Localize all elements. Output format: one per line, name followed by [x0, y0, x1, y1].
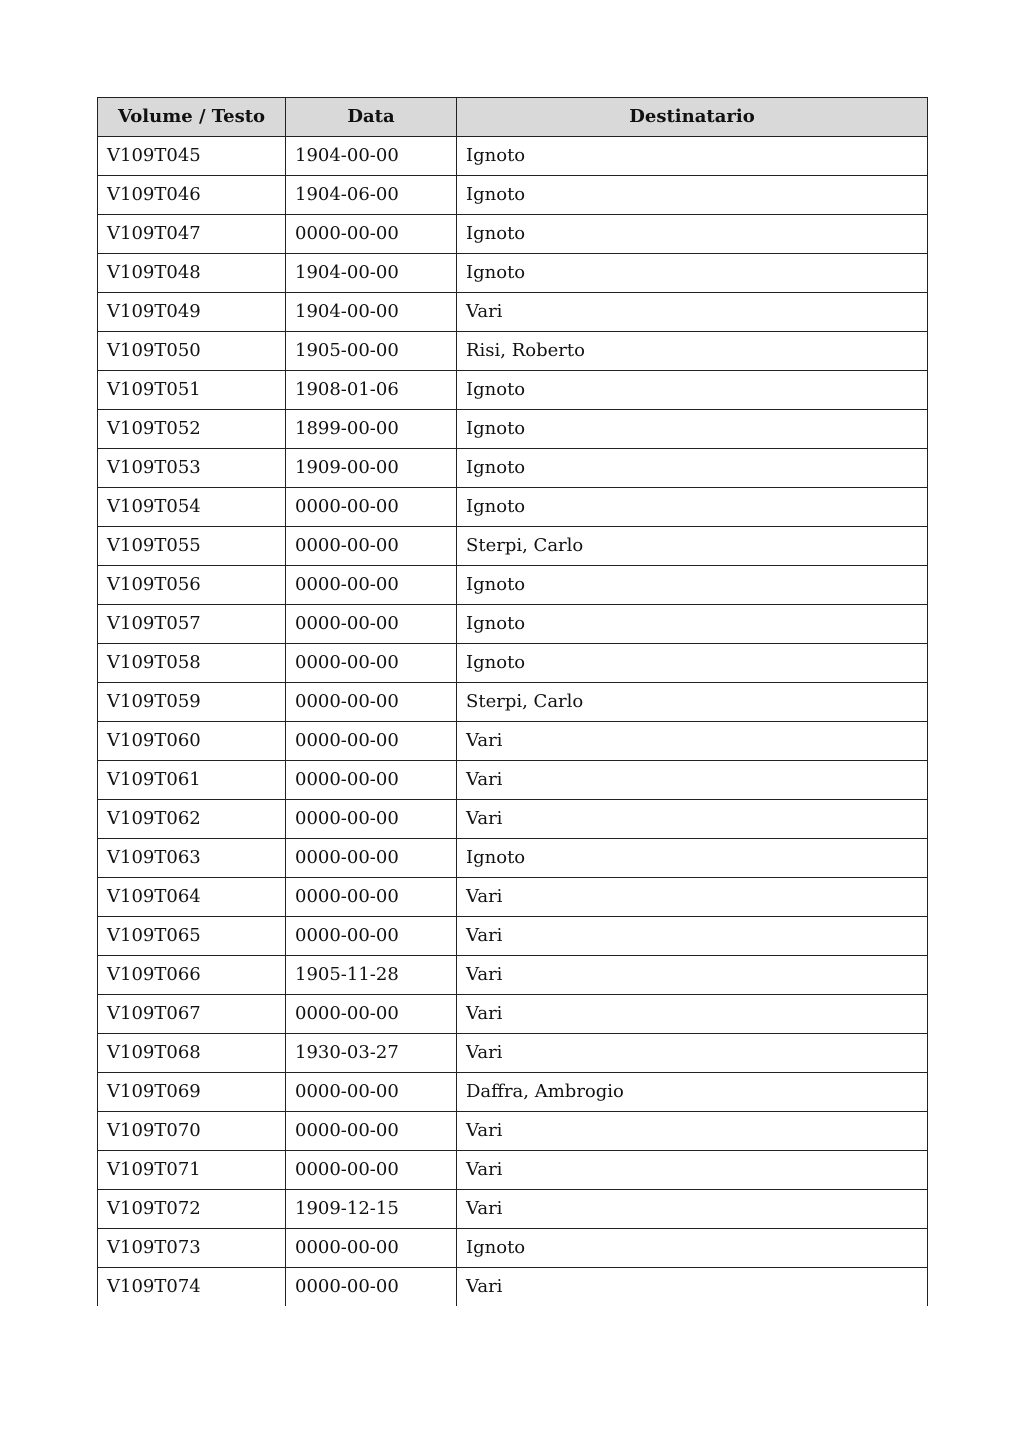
table-row	[98, 1112, 928, 1151]
document-page	[97, 97, 927, 1306]
cell-volume-testo: V109T060	[98, 722, 286, 761]
table-row	[98, 137, 928, 176]
cell-data: 1899-00-00	[286, 410, 457, 449]
table-row	[98, 878, 928, 917]
cell-destinatario: Vari	[457, 722, 928, 761]
table-row	[98, 176, 928, 215]
cell-data: 0000-00-00	[286, 1229, 457, 1268]
table-row	[98, 1073, 928, 1112]
cell-volume-testo: V109T052	[98, 410, 286, 449]
cell-destinatario: Ignoto	[457, 605, 928, 644]
cell-volume-testo: V109T066	[98, 956, 286, 995]
cell-destinatario: Ignoto	[457, 215, 928, 254]
table-row	[98, 761, 928, 800]
cell-destinatario: Risi, Roberto	[457, 332, 928, 371]
cell-data: 0000-00-00	[286, 800, 457, 839]
cell-data: 0000-00-00	[286, 605, 457, 644]
cell-destinatario: Vari	[457, 956, 928, 995]
cell-data: 0000-00-00	[286, 878, 457, 917]
cell-destinatario: Vari	[457, 1268, 928, 1307]
table-row	[98, 800, 928, 839]
cell-destinatario: Ignoto	[457, 488, 928, 527]
cell-destinatario: Ignoto	[457, 410, 928, 449]
cell-volume-testo: V109T053	[98, 449, 286, 488]
table-row	[98, 254, 928, 293]
cell-destinatario: Ignoto	[457, 137, 928, 176]
table-row	[98, 488, 928, 527]
cell-destinatario: Sterpi, Carlo	[457, 527, 928, 566]
cell-destinatario: Ignoto	[457, 449, 928, 488]
cell-destinatario: Ignoto	[457, 566, 928, 605]
cell-volume-testo: V109T057	[98, 605, 286, 644]
cell-data: 0000-00-00	[286, 683, 457, 722]
cell-data: 1909-12-15	[286, 1190, 457, 1229]
cell-data: 0000-00-00	[286, 488, 457, 527]
cell-volume-testo: V109T059	[98, 683, 286, 722]
cell-data: 0000-00-00	[286, 1268, 457, 1307]
cell-volume-testo: V109T056	[98, 566, 286, 605]
table-row	[98, 215, 928, 254]
column-header-volume-testo: Volume / Testo	[98, 98, 286, 137]
cell-volume-testo: V109T062	[98, 800, 286, 839]
table-row	[98, 371, 928, 410]
cell-volume-testo: V109T070	[98, 1112, 286, 1151]
table-body	[98, 137, 928, 1307]
letters-table	[97, 97, 928, 1306]
cell-destinatario: Ignoto	[457, 176, 928, 215]
cell-destinatario: Daffra, Ambrogio	[457, 1073, 928, 1112]
cell-volume-testo: V109T045	[98, 137, 286, 176]
cell-destinatario: Ignoto	[457, 254, 928, 293]
cell-destinatario: Vari	[457, 1034, 928, 1073]
cell-data: 0000-00-00	[286, 917, 457, 956]
cell-destinatario: Sterpi, Carlo	[457, 683, 928, 722]
cell-data: 1905-00-00	[286, 332, 457, 371]
table-row	[98, 1151, 928, 1190]
table-row	[98, 527, 928, 566]
cell-volume-testo: V109T047	[98, 215, 286, 254]
cell-destinatario: Ignoto	[457, 644, 928, 683]
cell-data: 1908-01-06	[286, 371, 457, 410]
table-row	[98, 1229, 928, 1268]
cell-data: 0000-00-00	[286, 215, 457, 254]
cell-data: 0000-00-00	[286, 566, 457, 605]
table-row	[98, 1034, 928, 1073]
cell-destinatario: Vari	[457, 293, 928, 332]
table-row	[98, 1268, 928, 1307]
table-row	[98, 1190, 928, 1229]
cell-volume-testo: V109T063	[98, 839, 286, 878]
cell-data: 1909-00-00	[286, 449, 457, 488]
table-row	[98, 956, 928, 995]
column-header-data: Data	[286, 98, 457, 137]
cell-data: 0000-00-00	[286, 1073, 457, 1112]
cell-data: 0000-00-00	[286, 722, 457, 761]
header-row	[98, 98, 928, 137]
table-row	[98, 332, 928, 371]
table-row	[98, 566, 928, 605]
table-row	[98, 917, 928, 956]
cell-destinatario: Ignoto	[457, 1229, 928, 1268]
cell-destinatario: Vari	[457, 1151, 928, 1190]
cell-volume-testo: V109T061	[98, 761, 286, 800]
cell-data: 1905-11-28	[286, 956, 457, 995]
cell-data: 1904-00-00	[286, 137, 457, 176]
cell-data: 0000-00-00	[286, 1112, 457, 1151]
cell-volume-testo: V109T064	[98, 878, 286, 917]
cell-data: 0000-00-00	[286, 527, 457, 566]
cell-volume-testo: V109T050	[98, 332, 286, 371]
cell-volume-testo: V109T072	[98, 1190, 286, 1229]
table-row	[98, 644, 928, 683]
cell-data: 0000-00-00	[286, 995, 457, 1034]
cell-data: 1904-06-00	[286, 176, 457, 215]
table-row	[98, 410, 928, 449]
table-row	[98, 995, 928, 1034]
cell-volume-testo: V109T069	[98, 1073, 286, 1112]
cell-volume-testo: V109T046	[98, 176, 286, 215]
cell-destinatario: Vari	[457, 800, 928, 839]
table-row	[98, 293, 928, 332]
cell-destinatario: Vari	[457, 878, 928, 917]
cell-volume-testo: V109T048	[98, 254, 286, 293]
cell-destinatario: Vari	[457, 761, 928, 800]
table-header	[98, 98, 928, 137]
table-row	[98, 449, 928, 488]
cell-volume-testo: V109T068	[98, 1034, 286, 1073]
cell-data: 0000-00-00	[286, 761, 457, 800]
cell-volume-testo: V109T054	[98, 488, 286, 527]
column-header-destinatario: Destinatario	[457, 98, 928, 137]
cell-destinatario: Vari	[457, 995, 928, 1034]
cell-destinatario: Vari	[457, 1112, 928, 1151]
cell-volume-testo: V109T074	[98, 1268, 286, 1307]
cell-destinatario: Vari	[457, 1190, 928, 1229]
cell-volume-testo: V109T049	[98, 293, 286, 332]
cell-volume-testo: V109T071	[98, 1151, 286, 1190]
cell-data: 1930-03-27	[286, 1034, 457, 1073]
cell-data: 0000-00-00	[286, 644, 457, 683]
table-row	[98, 839, 928, 878]
cell-volume-testo: V109T055	[98, 527, 286, 566]
cell-data: 0000-00-00	[286, 839, 457, 878]
cell-data: 0000-00-00	[286, 1151, 457, 1190]
cell-volume-testo: V109T058	[98, 644, 286, 683]
table-row	[98, 722, 928, 761]
cell-volume-testo: V109T073	[98, 1229, 286, 1268]
cell-volume-testo: V109T065	[98, 917, 286, 956]
cell-data: 1904-00-00	[286, 254, 457, 293]
cell-destinatario: Vari	[457, 917, 928, 956]
table-row	[98, 605, 928, 644]
cell-destinatario: Ignoto	[457, 371, 928, 410]
cell-data: 1904-00-00	[286, 293, 457, 332]
cell-volume-testo: V109T067	[98, 995, 286, 1034]
table-row	[98, 683, 928, 722]
cell-volume-testo: V109T051	[98, 371, 286, 410]
cell-destinatario: Ignoto	[457, 839, 928, 878]
